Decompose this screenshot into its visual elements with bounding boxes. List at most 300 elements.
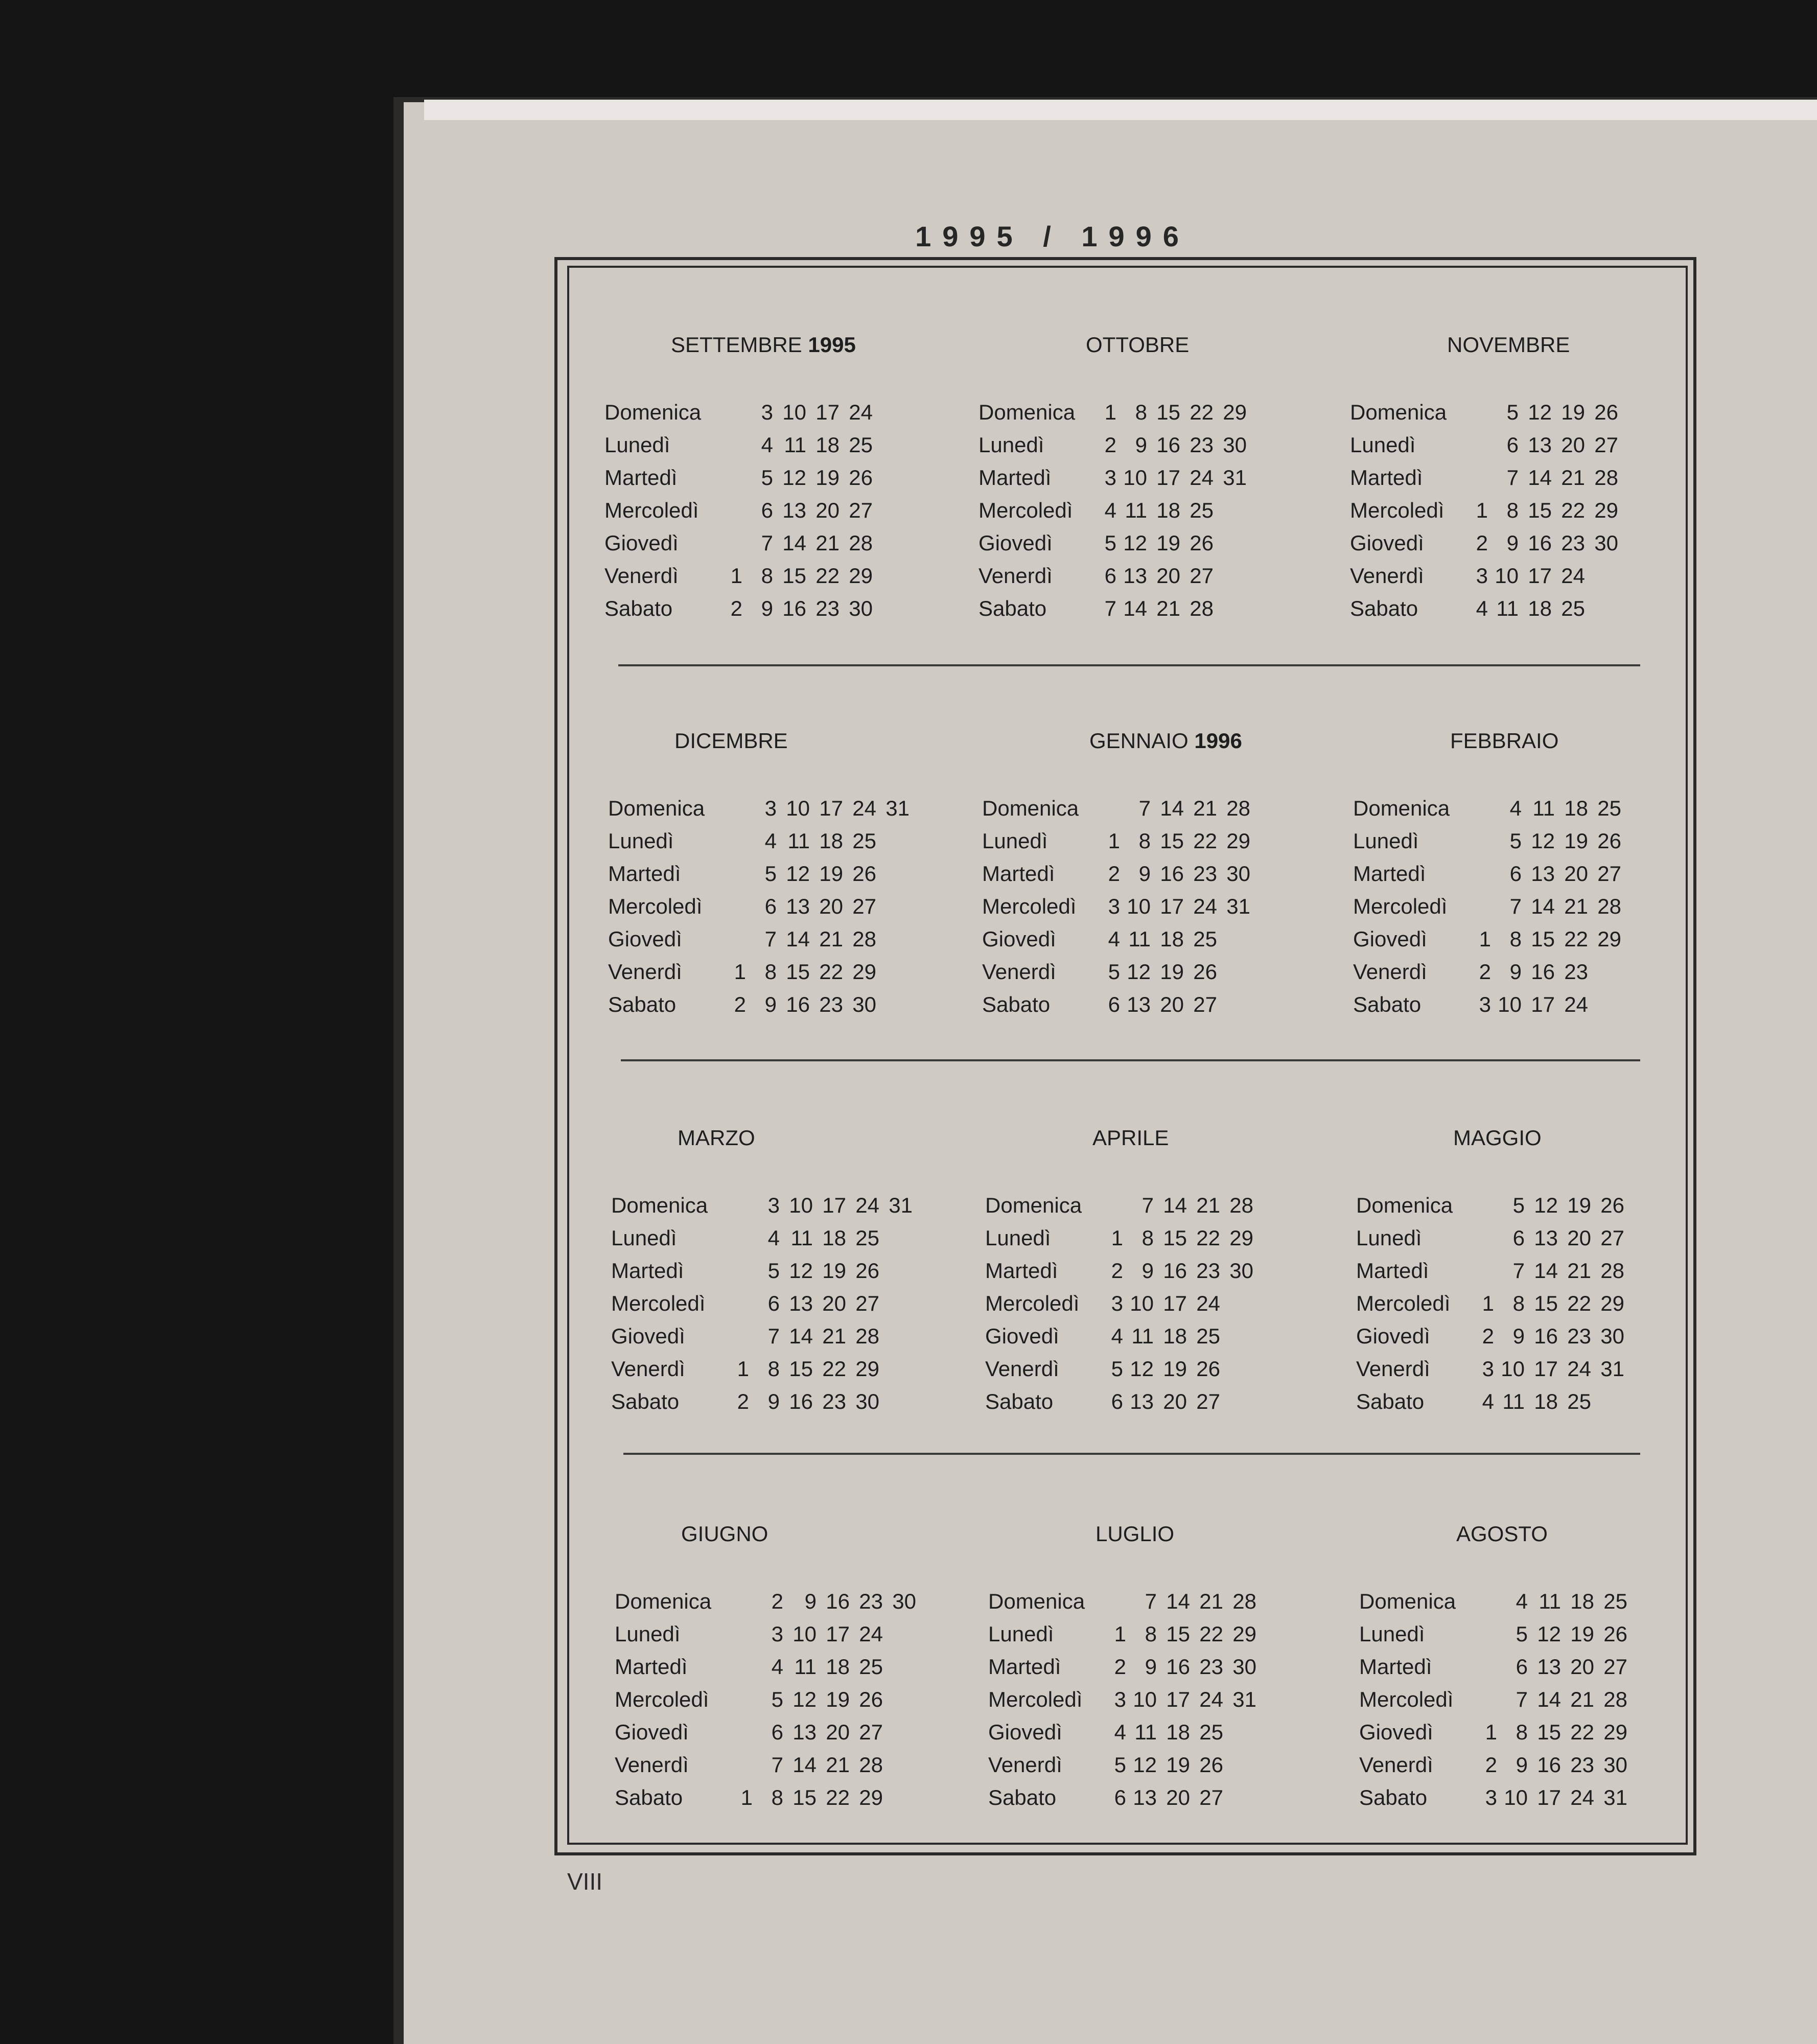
date-number: 18 <box>1564 796 1588 820</box>
date-number: 14 <box>1166 1589 1190 1613</box>
date-number: 19 <box>822 1259 846 1283</box>
date-number: 7 <box>1506 466 1519 490</box>
date-number: 9 <box>767 1389 780 1413</box>
month-title <box>678 1123 755 1153</box>
day-name: Martedì <box>979 466 1052 490</box>
day-row <box>988 1651 1320 1683</box>
date-number: 9 <box>1145 1655 1157 1679</box>
date-number: 7 <box>771 1753 783 1777</box>
date-number: 8 <box>767 1357 780 1381</box>
day-name: Sabato <box>1356 1389 1425 1413</box>
date-number: 21 <box>1570 1687 1594 1711</box>
day-name: Mercoledì <box>608 894 703 918</box>
date-number: 20 <box>822 1291 846 1315</box>
day-row <box>982 825 1314 857</box>
date-number: 29 <box>1232 1622 1256 1646</box>
date-number: 26 <box>849 466 873 490</box>
day-row <box>988 1749 1320 1781</box>
date-number: 21 <box>1567 1259 1591 1283</box>
date-number: 11 <box>794 1655 817 1679</box>
date-number: 30 <box>1226 862 1250 886</box>
day-name: Sabato <box>1350 596 1418 620</box>
month-title <box>674 726 788 756</box>
date-number: 2 <box>1479 960 1491 984</box>
date-number: 3 <box>1114 1687 1126 1711</box>
day-name: Domenica <box>985 1193 1082 1217</box>
day-name: Giovedì <box>985 1324 1059 1348</box>
date-number: 17 <box>816 400 840 424</box>
date-number: 25 <box>1196 1324 1220 1348</box>
date-number: 24 <box>1193 894 1217 918</box>
date-number: 19 <box>1561 400 1585 424</box>
day-name: Mercoledì <box>1350 498 1445 522</box>
date-number: 13 <box>786 894 810 918</box>
day-row <box>1353 825 1685 857</box>
date-number: 8 <box>1512 1291 1525 1315</box>
date-number: 28 <box>1226 796 1250 820</box>
date-number: 30 <box>855 1389 879 1413</box>
day-name: Lunedì <box>608 829 674 853</box>
month-title <box>681 1519 768 1549</box>
day-row <box>979 396 1311 429</box>
date-number: 20 <box>1567 1226 1591 1250</box>
day-row <box>1356 1353 1688 1385</box>
day-row <box>604 527 937 560</box>
date-number: 18 <box>1534 1389 1558 1413</box>
day-row <box>1353 988 1685 1021</box>
date-number: 16 <box>1534 1324 1558 1348</box>
date-number: 28 <box>1190 596 1214 620</box>
date-number: 11 <box>1128 927 1151 951</box>
date-number: 28 <box>1229 1193 1253 1217</box>
date-number: 31 <box>1232 1687 1256 1711</box>
date-number: 1 <box>1479 927 1491 951</box>
date-number: 7 <box>1145 1589 1157 1613</box>
day-name: Giovedì <box>604 531 679 555</box>
date-number: 17 <box>1166 1687 1190 1711</box>
day-row <box>1359 1683 1691 1716</box>
day-name: Mercoledì <box>988 1687 1083 1711</box>
date-number: 21 <box>1193 796 1217 820</box>
date-number: 29 <box>852 960 876 984</box>
date-number: 11 <box>1134 1720 1157 1744</box>
row-divider <box>623 1453 1640 1455</box>
date-number: 3 <box>1485 1785 1497 1809</box>
date-number: 12 <box>1127 960 1151 984</box>
date-number: 11 <box>1125 498 1147 522</box>
day-name: Mercoledì <box>979 498 1073 522</box>
day-name: Lunedì <box>1353 829 1419 853</box>
date-number: 10 <box>1133 1687 1157 1711</box>
day-row <box>1356 1287 1688 1320</box>
day-row <box>611 1222 943 1255</box>
day-row <box>985 1320 1317 1353</box>
day-name: Sabato <box>1353 992 1422 1016</box>
date-number: 5 <box>761 466 773 490</box>
date-number: 28 <box>852 927 876 951</box>
day-row <box>982 857 1314 890</box>
date-number: 14 <box>1123 596 1147 620</box>
date-number: 21 <box>1564 894 1588 918</box>
day-name: Martedì <box>608 862 681 886</box>
date-number: 11 <box>1131 1324 1154 1348</box>
day-name: Giovedì <box>608 927 682 951</box>
date-number: 8 <box>1506 498 1519 522</box>
day-row <box>611 1189 943 1222</box>
date-number: 31 <box>1226 894 1250 918</box>
date-number: 20 <box>1564 862 1588 886</box>
date-number: 15 <box>1163 1226 1187 1250</box>
day-name: Martedì <box>615 1655 688 1679</box>
date-number: 22 <box>826 1785 850 1809</box>
date-number: 13 <box>789 1291 813 1315</box>
month-title <box>1092 1123 1169 1153</box>
date-number: 9 <box>1506 531 1519 555</box>
date-number: 15 <box>786 960 810 984</box>
day-row <box>985 1353 1317 1385</box>
date-number: 2 <box>1482 1324 1494 1348</box>
date-number: 19 <box>1163 1357 1187 1381</box>
date-number: 4 <box>1516 1589 1528 1613</box>
date-number: 8 <box>1135 400 1147 424</box>
date-number: 6 <box>1516 1655 1528 1679</box>
day-row <box>982 988 1314 1021</box>
date-number: 3 <box>771 1622 783 1646</box>
date-number: 20 <box>816 498 840 522</box>
date-number: 1 <box>734 960 746 984</box>
day-name: Domenica <box>608 796 705 820</box>
day-row <box>979 494 1311 527</box>
day-name: Martedì <box>611 1259 684 1283</box>
date-number: 4 <box>1114 1720 1126 1744</box>
day-row <box>1359 1651 1691 1683</box>
day-row <box>979 527 1311 560</box>
date-number: 3 <box>1108 894 1120 918</box>
date-number: 24 <box>1564 992 1588 1016</box>
day-row <box>979 429 1311 461</box>
date-number: 29 <box>1229 1226 1253 1250</box>
day-row <box>1353 792 1685 825</box>
date-number: 23 <box>1199 1655 1223 1679</box>
day-row <box>611 1287 943 1320</box>
day-row <box>604 396 937 429</box>
day-name: Domenica <box>604 400 702 424</box>
day-row <box>615 1683 947 1716</box>
month-title <box>1096 1519 1174 1549</box>
date-number: 14 <box>1537 1687 1561 1711</box>
day-row <box>608 825 940 857</box>
day-row <box>1359 1781 1691 1814</box>
date-number: 5 <box>1516 1622 1528 1646</box>
day-name: Venerdì <box>985 1357 1059 1381</box>
day-name: Martedì <box>1350 466 1423 490</box>
date-number: 27 <box>1196 1389 1220 1413</box>
date-number: 2 <box>1104 433 1116 457</box>
date-number: 16 <box>1166 1655 1190 1679</box>
date-number: 14 <box>789 1324 813 1348</box>
date-number: 23 <box>1196 1259 1220 1283</box>
date-number: 30 <box>849 596 873 620</box>
day-row <box>604 560 937 592</box>
day-row <box>1359 1716 1691 1749</box>
day-row <box>1350 396 1682 429</box>
date-number: 6 <box>771 1720 783 1744</box>
day-row <box>1350 560 1682 592</box>
date-number: 7 <box>761 531 773 555</box>
day-row <box>604 461 937 494</box>
day-name: Venerdì <box>611 1357 685 1381</box>
day-row <box>988 1781 1320 1814</box>
month-name: GENNAIO <box>1089 729 1189 753</box>
date-number: 7 <box>767 1324 780 1348</box>
date-number: 3 <box>1482 1357 1494 1381</box>
day-name: Sabato <box>1359 1785 1428 1809</box>
day-name: Sabato <box>982 992 1051 1016</box>
day-row <box>608 857 940 890</box>
day-name: Domenica <box>1353 796 1450 820</box>
day-row <box>1353 923 1685 956</box>
date-number: 28 <box>1232 1589 1256 1613</box>
date-number: 2 <box>1485 1753 1497 1777</box>
date-number: 27 <box>1597 862 1621 886</box>
date-number: 26 <box>1594 400 1618 424</box>
month-name: MAGGIO <box>1453 1126 1542 1150</box>
date-number: 1 <box>740 1785 753 1809</box>
date-number: 3 <box>767 1193 780 1217</box>
date-number: 17 <box>1531 992 1555 1016</box>
day-name: Domenica <box>1356 1193 1453 1217</box>
date-number: 22 <box>1193 829 1217 853</box>
date-number: 7 <box>1516 1687 1528 1711</box>
month-name: DICEMBRE <box>674 729 788 753</box>
day-name: Giovedì <box>988 1720 1062 1744</box>
date-number: 9 <box>1512 1324 1525 1348</box>
date-number: 13 <box>1528 433 1552 457</box>
day-name: Lunedì <box>988 1622 1054 1646</box>
day-row <box>615 1781 947 1814</box>
date-number: 12 <box>786 862 810 886</box>
day-row <box>615 1651 947 1683</box>
date-number: 16 <box>826 1589 850 1613</box>
date-number: 18 <box>1156 498 1180 522</box>
date-number: 12 <box>1130 1357 1154 1381</box>
date-number: 11 <box>1502 1389 1525 1413</box>
day-name: Domenica <box>611 1193 708 1217</box>
day-name: Sabato <box>615 1785 683 1809</box>
date-number: 5 <box>1104 531 1116 555</box>
date-number: 29 <box>1597 927 1621 951</box>
month-year: 1995 <box>808 333 856 357</box>
date-number: 15 <box>789 1357 813 1381</box>
day-name: Martedì <box>1353 862 1426 886</box>
date-number: 29 <box>1603 1720 1627 1744</box>
date-number: 29 <box>855 1357 879 1381</box>
date-number: 10 <box>782 400 806 424</box>
date-number: 4 <box>1104 498 1116 522</box>
day-name: Sabato <box>979 596 1047 620</box>
date-number: 15 <box>1531 927 1555 951</box>
date-number: 15 <box>1156 400 1180 424</box>
day-row <box>979 560 1311 592</box>
date-number: 31 <box>1223 466 1247 490</box>
date-number: 18 <box>819 829 843 853</box>
date-number: 14 <box>1534 1259 1558 1283</box>
day-name: Venerdì <box>615 1753 689 1777</box>
date-number: 27 <box>1190 564 1214 588</box>
day-name: Venerdì <box>1353 960 1427 984</box>
day-row <box>615 1716 947 1749</box>
day-name: Domenica <box>1350 400 1447 424</box>
day-name: Lunedì <box>611 1226 677 1250</box>
date-number: 18 <box>822 1226 846 1250</box>
date-number: 5 <box>767 1259 780 1283</box>
day-name: Lunedì <box>615 1622 681 1646</box>
date-number: 24 <box>1561 564 1585 588</box>
date-number: 31 <box>1600 1357 1624 1381</box>
day-row <box>1350 429 1682 461</box>
date-number: 8 <box>771 1785 783 1809</box>
date-number: 10 <box>1504 1785 1528 1809</box>
date-number: 18 <box>1163 1324 1187 1348</box>
date-number: 8 <box>1138 829 1151 853</box>
date-number: 21 <box>1156 596 1180 620</box>
day-row <box>608 923 940 956</box>
date-number: 2 <box>1108 862 1120 886</box>
day-name: Domenica <box>1359 1589 1456 1613</box>
day-name: Martedì <box>1359 1655 1432 1679</box>
month-title <box>1453 1123 1542 1153</box>
day-name: Sabato <box>988 1785 1057 1809</box>
date-number: 14 <box>1528 466 1552 490</box>
month-name: GIUGNO <box>681 1522 768 1546</box>
month-name: SETTEMBRE <box>671 333 802 357</box>
date-number: 18 <box>1160 927 1184 951</box>
date-number: 8 <box>1516 1720 1528 1744</box>
date-number: 12 <box>789 1259 813 1283</box>
day-name: Lunedì <box>979 433 1044 457</box>
date-number: 23 <box>1561 531 1585 555</box>
date-number: 22 <box>1564 927 1588 951</box>
date-number: 11 <box>787 829 810 853</box>
day-row <box>604 592 937 625</box>
day-name: Venerdì <box>982 960 1056 984</box>
day-name: Venerdì <box>1356 1357 1430 1381</box>
date-number: 2 <box>1111 1259 1123 1283</box>
date-number: 28 <box>1603 1687 1627 1711</box>
date-number: 15 <box>782 564 806 588</box>
date-number: 14 <box>1160 796 1184 820</box>
day-row <box>982 792 1314 825</box>
day-name: Mercoledì <box>985 1291 1080 1315</box>
date-number: 17 <box>1160 894 1184 918</box>
date-number: 20 <box>819 894 843 918</box>
date-number: 24 <box>1570 1785 1594 1809</box>
date-number: 26 <box>1603 1622 1627 1646</box>
month-title <box>1086 330 1189 360</box>
day-name: Giovedì <box>615 1720 689 1744</box>
date-number: 26 <box>1196 1357 1220 1381</box>
date-number: 27 <box>1594 433 1618 457</box>
date-number: 19 <box>1160 960 1184 984</box>
date-number: 9 <box>804 1589 817 1613</box>
date-number: 8 <box>1509 927 1522 951</box>
date-number: 1 <box>1114 1622 1126 1646</box>
day-row <box>1353 956 1685 988</box>
day-name: Martedì <box>982 862 1055 886</box>
day-name: Domenica <box>988 1589 1085 1613</box>
date-number: 27 <box>852 894 876 918</box>
page-number: VIII <box>567 1868 603 1895</box>
date-number: 29 <box>1594 498 1618 522</box>
date-number: 7 <box>764 927 777 951</box>
date-number: 30 <box>1232 1655 1256 1679</box>
date-number: 25 <box>849 433 873 457</box>
date-number: 17 <box>1156 466 1180 490</box>
date-number: 6 <box>1114 1785 1126 1809</box>
date-number: 30 <box>1594 531 1618 555</box>
date-number: 20 <box>826 1720 850 1744</box>
day-row <box>611 1320 943 1353</box>
date-number: 1 <box>737 1357 749 1381</box>
date-number: 16 <box>1528 531 1552 555</box>
date-number: 24 <box>852 796 876 820</box>
date-number: 8 <box>1145 1622 1157 1646</box>
day-row <box>608 792 940 825</box>
date-number: 24 <box>1567 1357 1591 1381</box>
date-number: 13 <box>1534 1226 1558 1250</box>
date-number: 9 <box>1138 862 1151 886</box>
date-number: 14 <box>782 531 806 555</box>
date-number: 4 <box>1108 927 1120 951</box>
day-name: Mercoledì <box>1356 1291 1451 1315</box>
date-number: 26 <box>855 1259 879 1283</box>
date-number: 13 <box>1133 1785 1157 1809</box>
date-number: 13 <box>1537 1655 1561 1679</box>
month-name: AGOSTO <box>1456 1522 1548 1546</box>
date-number: 22 <box>816 564 840 588</box>
date-number: 17 <box>1163 1291 1187 1315</box>
date-number: 24 <box>855 1193 879 1217</box>
date-number: 21 <box>819 927 843 951</box>
day-name: Martedì <box>985 1259 1058 1283</box>
date-number: 15 <box>1528 498 1552 522</box>
date-number: 3 <box>1111 1291 1123 1315</box>
date-number: 7 <box>1104 596 1116 620</box>
date-number: 29 <box>1226 829 1250 853</box>
day-row <box>982 923 1314 956</box>
row-divider <box>621 1059 1640 1061</box>
date-number: 1 <box>1476 498 1488 522</box>
day-row <box>611 1385 943 1418</box>
month-name: FEBBRAIO <box>1450 729 1559 753</box>
day-row <box>1359 1749 1691 1781</box>
month-year: 1996 <box>1194 729 1242 753</box>
date-number: 28 <box>1597 894 1621 918</box>
date-number: 24 <box>1199 1687 1223 1711</box>
date-number: 10 <box>1123 466 1147 490</box>
date-number: 4 <box>761 433 773 457</box>
date-number: 2 <box>1476 531 1488 555</box>
date-number: 1 <box>1482 1291 1494 1315</box>
date-number: 6 <box>1506 433 1519 457</box>
day-name: Martedì <box>988 1655 1061 1679</box>
day-row <box>1353 890 1685 923</box>
date-number: 22 <box>819 960 843 984</box>
day-name: Giovedì <box>1356 1324 1430 1348</box>
date-number: 6 <box>1512 1226 1525 1250</box>
day-row <box>608 956 940 988</box>
day-row <box>988 1618 1320 1651</box>
